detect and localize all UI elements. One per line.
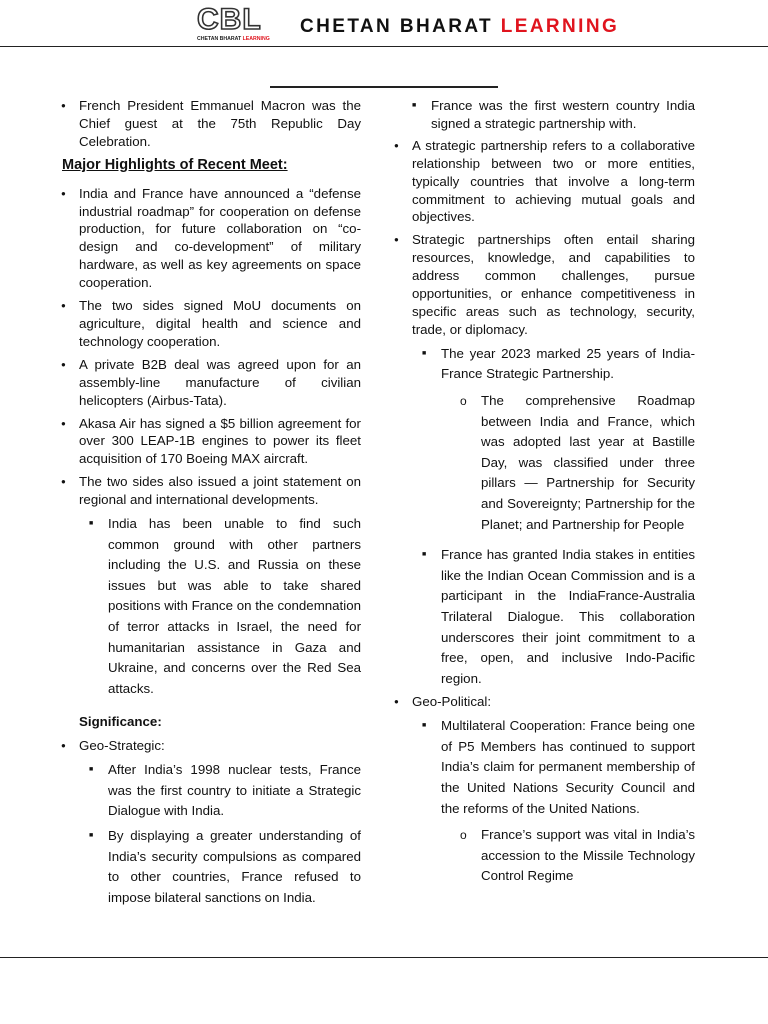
- highlight-bullet: ● The two sides also issued a joint statement on regional and international developments.: [60, 473, 361, 509]
- stakes-subpoint: ■ France has granted India stakes in entities like the Indian Ocean Commission and is a participant in the IndiaFrance-Australia Trilateral Dialogue. This collaboration underscores their joint commitment to a free, open, and inclusive Indo-Pacific region.: [422, 545, 695, 689]
- geo-strategic-bullet: ● Geo-Strategic:: [60, 737, 361, 755]
- geo-political-bullet: ● Geo-Political:: [393, 693, 695, 711]
- multilateral-subpoint: ■ Multilateral Cooperation: France being one of P5 Members has continued to support India’s claim for permanent membership of the United Nations Security Council and the reforms of the United Nations.: [422, 716, 695, 819]
- logo-subtitle-black: CHETAN BHARAT: [197, 36, 242, 42]
- brand-title: [300, 16, 619, 38]
- highlight-bullet: ● A private B2B deal was agreed upon for an assembly-line manufacture of civilian helicopters (Airbus-Tata).: [60, 356, 361, 410]
- cbl-logo: [197, 3, 270, 43]
- page-header: [0, 0, 768, 46]
- header-divider: [0, 46, 768, 47]
- logo-subtitle: [197, 36, 270, 42]
- brand-title-red: LEARNING: [500, 16, 620, 37]
- partnership-definition-bullet: ● A strategic partnership refers to a collaborative relationship between two or more entities, typically countries that involve a long-term commitment to achieving mutual goals and objectives.: [393, 137, 695, 227]
- first-western-subpoint: ■ France was the first western country India signed a strategic partnership with.: [412, 97, 695, 133]
- intro-bullet: ● French President Emmanuel Macron was the Chief guest at the 75th Republic Day Celebration.: [60, 97, 361, 151]
- highlight-bullet: ● Akasa Air has signed a $5 billion agreement for over 300 LEAP-1B engines to power its fleet acquisition of 170 Boeing MAX aircraft.: [60, 415, 361, 469]
- logo-subtitle-red: LEARNING: [242, 36, 270, 42]
- highlight-bullet: ● The two sides signed MoU documents on agriculture, digital health and science and technology cooperation.: [60, 297, 361, 351]
- left-column: [60, 97, 361, 912]
- roadmap-subsubpoint: o The comprehensive Roadmap between India and France, which was adopted last year at Bastille Day, was classified under three pillars — Partnership for Security and Sovereignty; Partnership for the Planet; and Partnership for People: [460, 391, 695, 535]
- year-2023-subpoint: ■ The year 2023 marked 25 years of India-France Strategic Partnership.: [422, 344, 695, 385]
- logo-letters: CBL: [197, 3, 262, 36]
- highlight-bullet: ● India and France have announced a “defense industrial roadmap” for cooperation on defense production, for future collaboration on “co-design and co-development” of military hardware, as well as key agreements on space cooperation.: [60, 185, 361, 292]
- brand-title-black: CHETAN BHARAT: [300, 16, 494, 37]
- section-divider: [270, 86, 498, 88]
- right-column: [393, 97, 695, 891]
- partnership-entail-bullet: ● Strategic partnerships often entail sharing resources, knowledge, and capabilities to address common challenges, pursue opportunities, or enhance competitiveness in specific areas such as technology, security, trade, or diplomacy.: [393, 231, 695, 338]
- geo-strategic-subpoint: ■ After India’s 1998 nuclear tests, France was the first country to initiate a Strategic Dialogue with India.: [89, 760, 361, 822]
- highlights-heading: Major Highlights of Recent Meet:: [62, 156, 288, 173]
- significance-heading: Significance:: [79, 714, 162, 730]
- mtcr-subsubpoint: o France’s support was vital in India’s accession to the Missile Technology Control Regime: [460, 825, 695, 887]
- geo-strategic-subpoint: ■ By displaying a greater understanding of India’s security compulsions as compared to other countries, France refused to impose bilateral sanctions on India.: [89, 826, 361, 908]
- joint-statement-subpoint: ■ India has been unable to find such common ground with other partners including the U.S. and Russia on these issues but was able to take shared positions with France on the condemnation of terror attacks in Israel, the need for humanitarian assistance in Gaza and Ukraine, and concerns over the Red Sea attacks.: [89, 514, 361, 699]
- footer-divider: [0, 957, 768, 958]
